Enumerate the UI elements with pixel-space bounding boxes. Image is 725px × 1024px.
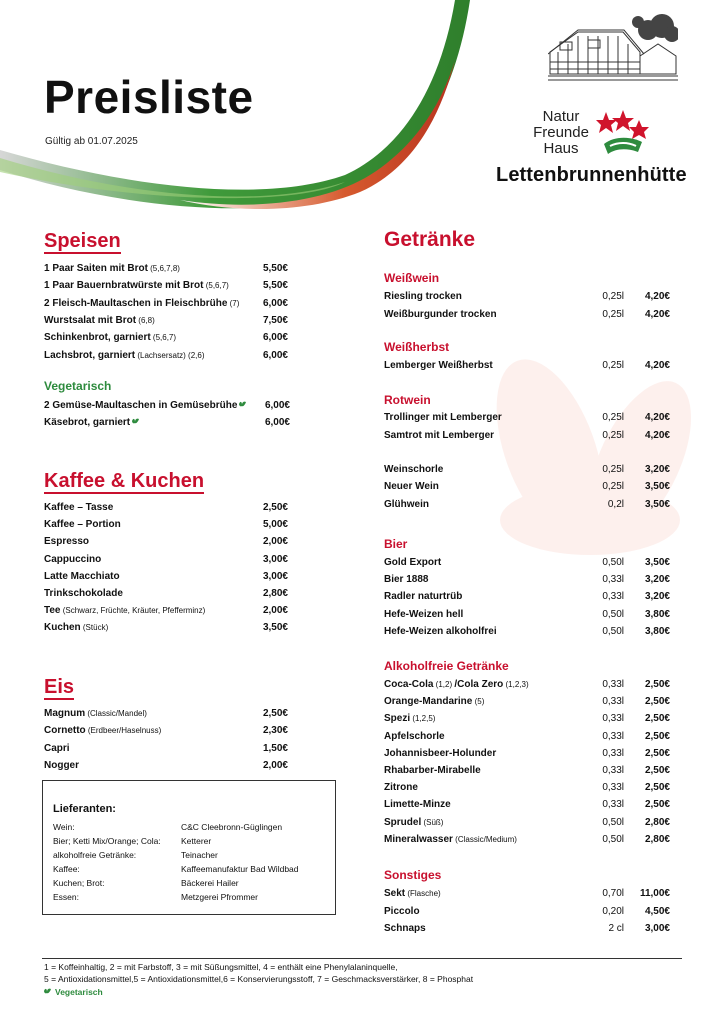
leaf-icon [44, 988, 51, 994]
lieferanten-title: Lieferanten: [53, 803, 116, 815]
supplier-category: Essen: [53, 892, 79, 902]
item-price: 2,00€ [262, 759, 288, 771]
drink-name: Riesling trocken [384, 291, 462, 302]
drink-price: 4,20€ [644, 291, 670, 302]
drink-name: Hefe-Weizen alkoholfrei [384, 625, 497, 637]
drink-price: 2,50€ [644, 782, 670, 794]
drink-volume: 0,33l [602, 574, 624, 586]
menu-item [44, 741, 288, 756]
drink-name: Trollinger mit Lemberger [384, 412, 502, 423]
item-price: 1,50€ [262, 742, 288, 754]
footnote-line1: 1 = Koffeinhaltig, 2 = mit Farbstoff, 3 = mit Süßungsmittel, 4 = enthält eine Phenylalaninquelle, [44, 962, 398, 972]
drink-item [384, 677, 670, 692]
drink-item [384, 832, 670, 847]
supplier-category: Kaffee: [53, 864, 80, 874]
item-name: Latte Macchiato [44, 570, 120, 582]
drink-name: Apfelschorle [384, 730, 445, 742]
menu-item [44, 517, 288, 532]
drink-price: 2,50€ [644, 799, 670, 811]
menu-item [44, 261, 288, 276]
item-name: Käsebrot, garniert [44, 415, 139, 430]
item-price: 2,30€ [262, 725, 288, 737]
drink-item [384, 886, 670, 901]
drink-item [384, 289, 670, 304]
drink-price: 2,50€ [644, 713, 670, 725]
item-price: 7,50€ [262, 314, 288, 326]
drink-price: 2,50€ [644, 730, 670, 742]
item-name: Wurstsalat mit Brot (6,8) [44, 314, 155, 326]
item-name: 1 Paar Bauernbratwürste mit Brot (5,6,7) [44, 280, 229, 292]
item-name: Nogger [44, 759, 79, 771]
drink-name: Piccolo [384, 905, 420, 917]
item-price: 6,00€ [264, 400, 290, 411]
logo-naturfreunde: Natur Freunde Haus [533, 108, 589, 157]
item-name: 2 Gemüse-Maultaschen in Gemüsebrühe [44, 398, 246, 413]
drink-name: Orange-Mandarine (5) [384, 696, 485, 708]
item-price: 2,80€ [262, 588, 288, 599]
drink-volume: 0,50l [602, 557, 624, 568]
item-note: (Stück) [80, 623, 109, 633]
supplier-row [53, 822, 283, 832]
drink-name: Sekt (Flasche) [384, 888, 441, 899]
supplier-category: Wein: [53, 822, 75, 832]
item-name: Lachsbrot, garniert (Lachsersatz) (2,6) [44, 349, 205, 361]
item-note: (Erdbeer/Haselnuss) [85, 726, 162, 736]
menu-item [44, 296, 288, 311]
drink-volume: 0,33l [602, 765, 624, 776]
drink-name: Rhabarber-Mirabelle [384, 765, 481, 776]
item-name: Kaffee – Tasse [44, 502, 114, 513]
supplier-name: C&C Cleebronn-Güglingen [181, 822, 283, 832]
footnote-line2: 5 = Antioxidationsmittel,5 = Antioxidationsmittel,6 = Konservierungsstoff, 7 = Geschmacksverstärker, 8 = Phosphat [44, 974, 474, 984]
subhead-sonstiges: Sonstiges [384, 868, 442, 882]
item-name: Trinkschokolade [44, 588, 123, 599]
drink-volume: 0,25l [602, 291, 624, 302]
menu-item [44, 706, 288, 721]
subhead-alkoholfrei: Alkoholfreie Getränke [384, 659, 509, 673]
drink-item [384, 780, 670, 795]
footer-divider [42, 958, 682, 959]
drink-item [384, 815, 670, 830]
drink-item [384, 428, 670, 443]
naturfreunde-emblem-icon [596, 110, 650, 160]
item-name: Kaffee – Portion [44, 519, 121, 531]
page-title: Preisliste [44, 71, 254, 123]
item-name: Cappuccino [44, 553, 102, 565]
item-note: (Classic/Mandel) [85, 709, 147, 718]
drink-price: 4,20€ [644, 412, 670, 423]
drink-price: 3,50€ [644, 498, 670, 510]
drink-volume: 0,70l [602, 888, 624, 899]
item-name: Espresso [44, 536, 90, 548]
valid-from: Gültig ab 01.07.2025 [45, 136, 138, 147]
supplier-name: Ketterer [181, 836, 212, 846]
drink-price: 4,50€ [644, 905, 670, 917]
item-price: 5,50€ [262, 263, 288, 274]
drink-volume: 0,25l [602, 429, 624, 441]
item-price: 6,00€ [264, 417, 290, 428]
item-price: 2,00€ [262, 536, 288, 548]
supplier-row [53, 864, 299, 874]
menu-item [44, 313, 288, 328]
subhead-bier: Bier [384, 537, 408, 551]
item-note: (6,8) [136, 315, 155, 325]
drink-name: Neuer Wein [384, 481, 439, 493]
drink-item [384, 358, 670, 373]
item-note: (Schwarz, Früchte, Kräuter, Pfefferminz) [60, 606, 206, 616]
drink-item [384, 555, 670, 570]
drink-price: 3,80€ [644, 608, 670, 620]
menu-item [44, 500, 288, 515]
drink-item [384, 797, 670, 812]
drink-item [384, 410, 670, 425]
item-name: Tee (Schwarz, Früchte, Kräuter, Pfefferminz) [44, 605, 206, 617]
item-price: 5,50€ [262, 280, 288, 292]
subhead-rotwein: Rotwein [384, 393, 431, 407]
drink-item [384, 921, 670, 936]
drink-name: Samtrot mit Lemberger [384, 429, 495, 441]
supplier-row [53, 836, 212, 846]
drink-name: Bier 1888 [384, 574, 429, 586]
supplier-category: alkoholfreie Getränke: [53, 850, 137, 860]
drink-volume: 0,33l [602, 696, 624, 708]
supplier-row [53, 850, 218, 860]
drink-item [384, 462, 670, 477]
drink-name: Sprudel (Süß) [384, 816, 444, 828]
drink-name: Spezi (1,2,5) [384, 713, 436, 725]
drink-price: 2,80€ [644, 816, 670, 828]
menu-item [44, 330, 288, 345]
drink-name: Glühwein [384, 498, 429, 510]
menu-item [44, 603, 288, 618]
drink-note: (5) [472, 697, 485, 707]
supplier-name: Teinacher [181, 850, 218, 860]
drink-price: 3,80€ [644, 625, 670, 637]
section-kaffee: Kaffee & Kuchen [44, 470, 205, 492]
menu-item [44, 552, 288, 567]
drink-volume: 0,25l [602, 481, 624, 493]
drink-volume: 0,33l [602, 799, 624, 811]
item-note: (5,6,7) [150, 333, 177, 343]
drink-volume: 0,50l [602, 833, 624, 845]
drink-item [384, 763, 670, 778]
drink-note: (1,2,3) [503, 680, 529, 689]
drink-volume: 0,33l [602, 591, 624, 603]
menu-item [44, 723, 288, 738]
drink-name-alt: /Cola Zero [454, 679, 504, 690]
item-price: 5,00€ [262, 519, 288, 531]
section-getraenke: Getränke [384, 228, 476, 251]
drink-price: 3,50€ [644, 557, 670, 568]
drink-price: 2,80€ [644, 833, 670, 845]
drink-note: (Classic/Medium) [452, 834, 517, 844]
drink-volume: 0,2l [607, 498, 624, 510]
drink-name: Mineralwasser (Classic/Medium) [384, 833, 517, 845]
supplier-name: Metzgerei Pfrommer [181, 892, 258, 902]
drink-price: 2,50€ [644, 765, 670, 776]
drink-name: Gold Export [384, 557, 442, 568]
drink-note: (Süß) [421, 817, 444, 827]
drink-item [384, 572, 670, 587]
menu-item [44, 620, 288, 635]
menu-item [44, 758, 288, 773]
drink-price: 4,20€ [644, 429, 670, 441]
drink-note: (1,2,5) [410, 714, 436, 724]
supplier-category: Kuchen; Brot: [53, 878, 105, 888]
drink-price: 3,50€ [644, 481, 670, 493]
item-price: 6,00€ [262, 297, 288, 309]
drink-volume: 0,25l [602, 464, 624, 475]
logo-name: Lettenbrunnenhütte [496, 164, 687, 186]
item-price: 2,00€ [262, 605, 288, 617]
menu-item [44, 398, 290, 413]
menu-item [44, 278, 288, 293]
drink-volume: 0,25l [602, 360, 624, 371]
drink-name: Johannisbeer-Holunder [384, 747, 497, 759]
item-name: Capri [44, 742, 70, 754]
menu-item [44, 415, 290, 430]
logo [492, 14, 692, 194]
drink-name: Radler naturtrüb [384, 591, 463, 603]
drink-price: 4,20€ [644, 308, 670, 320]
item-price: 6,00€ [262, 332, 288, 344]
drink-item [384, 607, 670, 622]
menu-item [44, 586, 288, 601]
item-note: (5,6,7) [203, 281, 229, 291]
drink-item [384, 711, 670, 726]
item-name: Cornetto (Erdbeer/Haselnuss) [44, 725, 162, 737]
item-price: 6,00€ [262, 349, 288, 361]
item-price: 2,50€ [262, 502, 288, 513]
section-eis: Eis [44, 676, 75, 698]
drink-item [384, 497, 670, 512]
drink-volume: 0,25l [602, 308, 624, 320]
item-price: 3,00€ [262, 570, 288, 582]
drink-volume: 0,50l [602, 625, 624, 637]
subhead-weisswein: Weißwein [384, 271, 440, 285]
drink-volume: 0,25l [602, 412, 624, 423]
menu-item [44, 348, 288, 363]
drink-price: 3,00€ [644, 923, 670, 934]
supplier-row [53, 878, 239, 888]
supplier-name: Bäckerei Hailer [181, 878, 239, 888]
item-name: Magnum (Classic/Mandel) [44, 708, 147, 719]
drink-volume: 0,50l [602, 608, 624, 620]
drink-price: 11,00€ [639, 888, 670, 899]
drink-price: 4,20€ [644, 360, 670, 371]
drink-item [384, 904, 670, 919]
leaf-icon [132, 418, 139, 424]
drink-volume: 0,33l [602, 747, 624, 759]
subhead-weissherbst: Weißherbst [384, 340, 450, 354]
drink-volume: 0,33l [602, 713, 624, 725]
drink-item [384, 694, 670, 709]
section-speisen: Speisen [44, 230, 121, 252]
item-name: 1 Paar Saiten mit Brot (5,6,7,8) [44, 263, 180, 274]
item-price: 3,00€ [262, 553, 288, 565]
drink-volume: 0,33l [602, 782, 624, 794]
item-price: 2,50€ [262, 708, 288, 719]
item-note: (Lachsersatz) (2,6) [135, 350, 205, 360]
drink-item [384, 307, 670, 322]
drink-name: Zitrone [384, 782, 418, 794]
drink-item [384, 746, 670, 761]
drink-name: Weißburgunder trocken [384, 308, 497, 320]
drink-name: Weinschorle [384, 464, 444, 475]
drink-name: Hefe-Weizen hell [384, 608, 464, 620]
drink-volume: 0,50l [602, 816, 624, 828]
drink-price: 2,50€ [644, 696, 670, 708]
leaf-icon [239, 401, 246, 407]
footnote-vegetarian: Vegetarisch [44, 987, 103, 997]
drink-item [384, 624, 670, 639]
item-name: Schinkenbrot, garniert (5,6,7) [44, 332, 177, 344]
drink-name: Coca-Cola (1,2) /Cola Zero (1,2,3) [384, 679, 529, 690]
hut-sketch-icon [548, 14, 678, 84]
drink-volume: 2 cl [608, 923, 624, 934]
drink-price: 2,50€ [644, 679, 670, 690]
drink-price: 3,20€ [644, 464, 670, 475]
lieferanten-box [42, 780, 336, 915]
drink-volume: 0,20l [602, 905, 624, 917]
drink-note: (Flasche) [405, 889, 441, 898]
drink-item [384, 479, 670, 494]
item-price: 3,50€ [262, 622, 288, 634]
supplier-row [53, 892, 258, 902]
item-name: Kuchen (Stück) [44, 622, 109, 634]
item-name: 2 Fleisch-Maultaschen in Fleischbrühe (7) [44, 297, 240, 309]
drink-price: 3,20€ [644, 574, 670, 586]
item-note: (7) [227, 298, 240, 308]
drink-price: 3,20€ [644, 591, 670, 603]
supplier-name: Kaffeemanufaktur Bad Wildbad [181, 864, 299, 874]
drink-item [384, 729, 670, 744]
drink-name: Lemberger Weißherbst [384, 360, 493, 371]
menu-item [44, 534, 288, 549]
menu-item [44, 569, 288, 584]
drink-note: (1,2) [433, 680, 455, 689]
drink-price: 2,50€ [644, 747, 670, 759]
drink-item [384, 589, 670, 604]
drink-name: Limette-Minze [384, 799, 451, 811]
drink-volume: 0,33l [602, 730, 624, 742]
supplier-category: Bier; Ketti Mix/Orange; Cola: [53, 836, 161, 846]
item-note: (5,6,7,8) [147, 264, 180, 273]
drink-volume: 0,33l [602, 679, 624, 690]
subhead-vegetarisch: Vegetarisch [44, 379, 112, 393]
drink-name: Schnaps [384, 923, 426, 934]
